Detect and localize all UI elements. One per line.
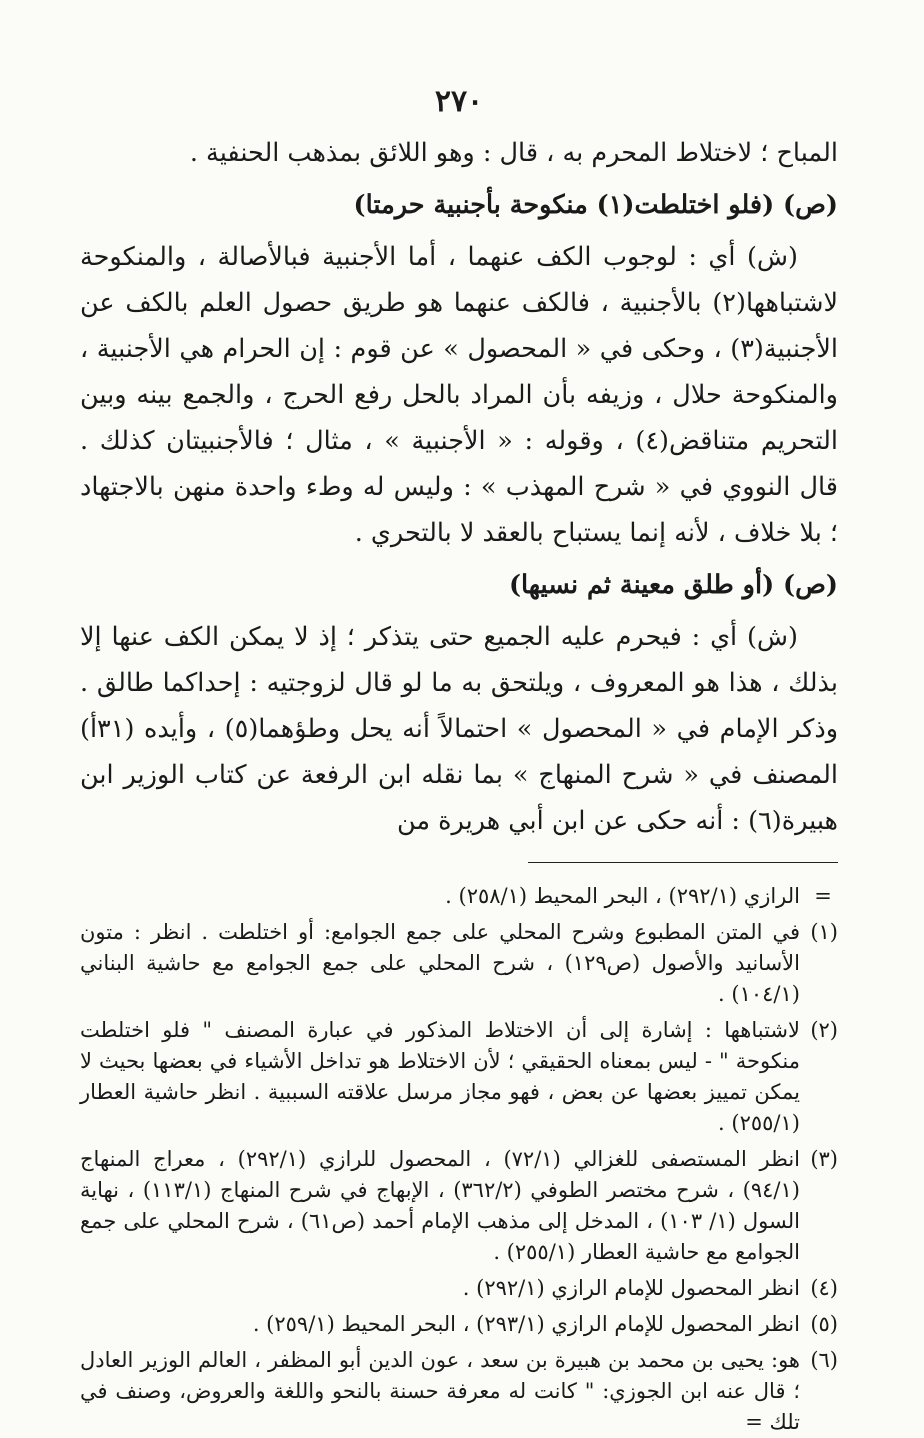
footnote-4 <box>80 1273 838 1304</box>
footnote-number: (٤) <box>810 1276 838 1300</box>
matn-heading-1: (ص) (فلو اختلطت(١) منكوحة بأجنبية حرمتا) <box>353 190 838 220</box>
sharh-paragraph-2: (ش) أي : فيحرم عليه الجميع حتى يتذكر ؛ إذ لا يمكن الكف عنها إلا بذلك ، هذا هو المعروف ، ويلتحق به ما لو قال لزوجتيه : إحداكما طالق . وذكر الإمام في « المحصول » احتمالاً أنه يحل وطؤهما(٥) ، وأيده (٣١أ) المصنف في « شرح المنهاج » بما نقله ابن الرفعة عن كتاب الوزير ابن هبيرة(٦) : أنه حكى عن ابن أبي هريرة من <box>80 622 839 836</box>
footnote-separator <box>528 862 838 863</box>
footnote-text: هو: يحيى بن محمد بن هبيرة بن سعد ، عون الدين أبو المظفر ، العالم الوزير العادل ؛ قال عنه ابن الجوزي: " كانت له معرفة حسنة بالنحو واللغة والعروض، وصنف في تلك = <box>80 1348 800 1434</box>
footnote-number: (٣) <box>810 1147 838 1171</box>
page-number: ٢٧٠ <box>434 84 484 119</box>
footnote-number: (٥) <box>810 1312 838 1336</box>
sharh-paragraph-1: (ش) أي : لوجوب الكف عنهما ، أما الأجنبية فبالأصالة ، والمنكوحة لاشتباهها(٢) بالأجنبية ، فالكف عنهما هو طريق حصول العلم بالكف عن الأجنبية(٣) ، وحكى في « المحصول » عن قوم : إن الحرام هي الأجنبية ، والمنكوحة حلال ، وزيفه بأن المراد بالحل رفع الحرج ، والجمع بينه وبين التحريم متناقض(٤) ، وقوله : « الأجنبية » ، مثال ؛ فالأجنبيتان كذلك . قال النووي في « شرح المهذب » : وليس له وطء واحدة منهن بالاجتهاد ؛ بلا خلاف ، لأنه إنما يستباح بالعقد لا بالتحري . <box>80 242 838 548</box>
main-text <box>80 130 838 844</box>
footnote-text: انظر المستصفى للغزالي (٧٢/١) ، المحصول للرازي (٢٩٢/١) ، معراج المنهاج (٩٤/١) ، شرح مختصر الطوفي (٣٦٢/٢) ، الإبهاج في شرح المنهاج (١١٣/١) ، نهاية السول (١/ ١٠٣) ، المدخل إلى مذهب الإمام أحمد (ص٦١) ، شرح المحلي على جمع الجوامع مع حاشية العطار (٢٥٥/١) . <box>80 1147 800 1264</box>
footnote-text: انظر المحصول للإمام الرازي (٢٩٣/١) ، البحر المحيط (٢٥٩/١) . <box>252 1312 800 1336</box>
footnote-text: في المتن المطبوع وشرح المحلي على جمع الجوامع: أو اختلطت . انظر : متون الأسانيد والأصول (ص١٢٩) ، شرح المحلي على جمع الجوامع مع حاشية البناني (١٠٤/١) . <box>80 920 800 1006</box>
footnote-5 <box>80 1309 838 1340</box>
footnote-text: لاشتباهها : إشارة إلى أن الاختلاط المذكور في عبارة المصنف " فلو اختلطت منكوحة " - ليس بمعناه الحقيقي ؛ لأن الاختلاط هو تداخل الأشياء في بعضها بحيث لا يمكن تمييز بعضها عن بعض ، فهو مجاز مرسل علاقته السببية . انظر حاشية العطار (٢٥٥/١) . <box>80 1018 800 1135</box>
footnotes <box>80 881 838 1438</box>
footnote-6 <box>80 1345 838 1438</box>
footnote-number: (٦) <box>810 1348 838 1372</box>
footnote-number: (٢) <box>810 1018 838 1042</box>
footnote-2 <box>80 1015 838 1139</box>
footnote-text: انظر المحصول للإمام الرازي (٢٩٢/١) . <box>462 1276 800 1300</box>
footnote-number: (١) <box>810 920 838 944</box>
paragraph-continuation: المباح ؛ لاختلاط المحرم به ، قال : وهو اللائق بمذهب الحنفية . <box>189 138 838 168</box>
footnote-text: الرازي (٢٩٢/١) ، البحر المحيط (٢٥٨/١) . <box>445 884 800 908</box>
matn-heading-2: (ص) (أو طلق معينة ثم نسيها) <box>508 570 838 600</box>
footnote-continuation <box>80 881 838 912</box>
footnote-marker: = <box>814 884 832 908</box>
footnote-3 <box>80 1144 838 1268</box>
footnote-1 <box>80 917 838 1010</box>
